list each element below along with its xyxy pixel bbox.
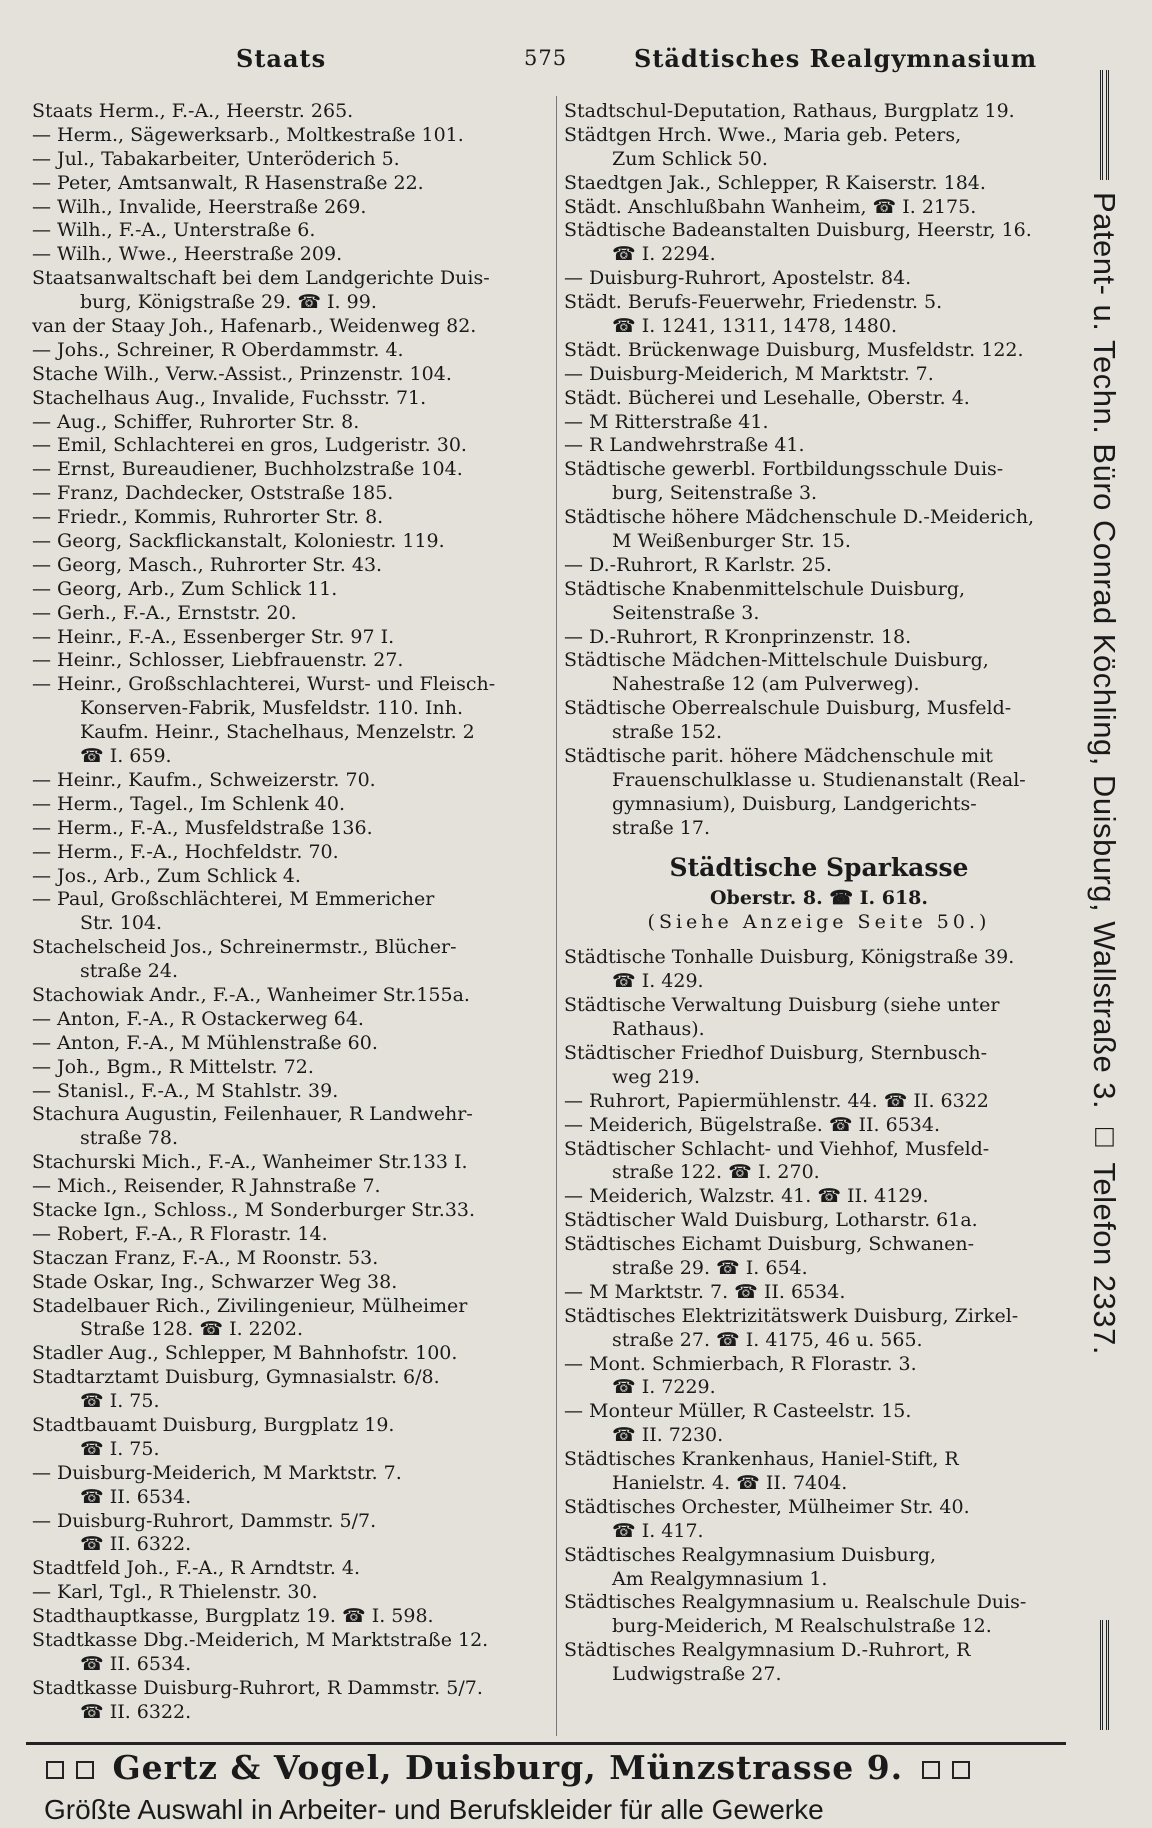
directory-entry-line: Stadthauptkasse, Burgplatz 19. ☎ I. 598.: [32, 1605, 434, 1628]
directory-entry-line: — Wilh., Wwe., Heerstraße 209.: [32, 243, 343, 266]
directory-entry-line: — Jos., Arb., Zum Schlick 4.: [32, 864, 301, 887]
directory-entry-line: — Johs., Schreiner, R Oberdammstr. 4.: [32, 338, 404, 361]
directory-entry-line: — D.-Ruhrort, R Karlstr. 25.: [564, 553, 832, 576]
directory-entry-line: straße 17.: [612, 816, 710, 839]
directory-entry-line: — Ernst, Bureaudiener, Buchholzstraße 104.: [32, 458, 463, 481]
directory-entry-line: ☎ I. 429.: [612, 970, 704, 993]
side-banner: Patent- u. Techn. Büro Conrad Köchling, Duisburg, Wallstraße 3. □ Telefon 2337.: [1087, 192, 1122, 1355]
directory-entry-line: ☎ II. 6534.: [80, 1652, 192, 1675]
directory-entry-line: — Duisburg-Ruhrort, Dammstr. 5/7.: [32, 1509, 377, 1532]
directory-entry-line: — Mont. Schmierbach, R Florastr. 3.: [564, 1352, 917, 1375]
directory-entry-line: burg, Königstraße 29. ☎ I. 99.: [80, 291, 377, 314]
right-column: [564, 100, 1074, 1687]
directory-entry-line: — Paul, Großschlächterei, M Emmericher: [32, 888, 435, 911]
directory-entry-line: Städtische höhere Mädchenschule D.-Meiderich,: [564, 506, 1035, 529]
directory-entry-line: straße 29. ☎ I. 654.: [612, 1256, 808, 1279]
directory-entry-line: ☎ I. 2294.: [612, 243, 716, 266]
directory-entry-line: Staatsanwaltschaft bei dem Landgerichte Duis-: [32, 267, 490, 290]
directory-entry-line: Stachelhaus Aug., Invalide, Fuchsstr. 71.: [32, 386, 427, 409]
directory-entry-line: Stade Oskar, Ing., Schwarzer Weg 38.: [32, 1270, 398, 1293]
section-gap: [564, 934, 1074, 946]
directory-entry-line: Seitenstraße 3.: [612, 601, 760, 624]
directory-entry-line: straße 152.: [612, 721, 723, 744]
directory-entry-line: — Monteur Müller, R Casteelstr. 15.: [564, 1400, 912, 1423]
directory-entry-line: Staats Herm., F.-A., Heerstr. 265.: [32, 100, 354, 122]
directory-entry-line: — Aug., Schiffer, Ruhrorter Str. 8.: [32, 410, 360, 433]
square-ornament-icon: [952, 1761, 970, 1779]
directory-entry-line: — Friedr., Kommis, Ruhrorter Str. 8.: [32, 506, 384, 529]
directory-entry-line: Städtischer Wald Duisburg, Lotharstr. 61a.: [564, 1209, 978, 1232]
directory-entry-line: Städtisches Krankenhaus, Haniel-Stift, R: [564, 1448, 959, 1471]
square-ornament-icon: [46, 1761, 64, 1779]
directory-entry-line: straße 27. ☎ I. 4175, 46 u. 565.: [612, 1328, 923, 1351]
directory-entry-line: ☎ I. 7229.: [612, 1376, 716, 1399]
directory-entry-line: — D.-Ruhrort, R Kronprinzenstr. 18.: [564, 625, 912, 648]
directory-entry-line: Hanielstr. 4. ☎ II. 7404.: [612, 1471, 848, 1494]
directory-entry-line: — Wilh., Invalide, Heerstraße 269.: [32, 195, 367, 218]
directory-entry-line: ☎ II. 6534.: [80, 1485, 192, 1508]
directory-entry-line: Städtisches Eichamt Duisburg, Schwanen-: [564, 1233, 975, 1256]
directory-entry-line: van der Staay Joh., Hafenarb., Weidenweg 82.: [32, 315, 477, 338]
directory-entry-line: Stachowiak Andr., F.-A., Wanheimer Str.155a.: [32, 983, 470, 1006]
left-column: [32, 100, 552, 1725]
side-banner-rule-top: [1100, 70, 1109, 180]
directory-entry-line: — Herm., Tagel., Im Schlenk 40.: [32, 792, 345, 815]
directory-entry-line: Stacke Ign., Schloss., M Sonderburger Str.33.: [32, 1198, 476, 1221]
directory-entry-line: — Meiderich, Walzstr. 41. ☎ II. 4129.: [564, 1185, 929, 1208]
directory-entry-line: Städtische Oberrealschule Duisburg, Musfeld-: [564, 697, 1012, 720]
directory-entry-line: — Karl, Tgl., R Thielenstr. 30.: [32, 1581, 318, 1604]
directory-entry-line: Stadtkasse Duisburg-Ruhrort, R Dammstr. 5/7.: [32, 1676, 483, 1699]
footer-ad-text: Gertz & Vogel, Duisburg, Münzstrasse 9.: [112, 1748, 904, 1787]
directory-entry-line: — Mich., Reisender, R Jahnstraße 7.: [32, 1175, 381, 1198]
directory-entry-line: Städtisches Elektrizitätswerk Duisburg, Zirkel-: [564, 1304, 1019, 1327]
directory-entry-line: Stadelbauer Rich., Zivilingenieur, Mülheimer: [32, 1294, 468, 1317]
square-ornament-icon: [922, 1761, 940, 1779]
directory-entry-line: Städtischer Friedhof Duisburg, Sternbusch-: [564, 1041, 988, 1064]
directory-entry-line: — M Ritterstraße 41.: [564, 410, 769, 433]
directory-entry-line: burg-Meiderich, M Realschulstraße 12.: [612, 1615, 992, 1638]
directory-entry-line: Städtische Tonhalle Duisburg, Königstraße 39.: [564, 946, 1015, 969]
directory-entry-line: ☎ I. 659.: [80, 745, 172, 768]
directory-entry-line: — Joh., Bgm., R Mittelstr. 72.: [32, 1055, 314, 1078]
directory-entry-line: — Robert, F.-A., R Florastr. 14.: [32, 1222, 328, 1245]
directory-entry-line: — Wilh., F.-A., Unterstraße 6.: [32, 219, 316, 242]
directory-entry-line: Staczan Franz, F.-A., M Roonstr. 53.: [32, 1246, 379, 1269]
directory-entry-line: — Duisburg-Ruhrort, Apostelstr. 84.: [564, 267, 912, 290]
directory-entry-line: — R Landwehrstraße 41.: [564, 434, 805, 457]
sparkasse-note: (Siehe Anzeige Seite 50.): [647, 910, 991, 933]
directory-entry-line: — Anton, F.-A., R Ostackerweg 64.: [32, 1007, 364, 1030]
directory-entry-line: ☎ II. 7230.: [612, 1424, 724, 1447]
header-left: Staats: [236, 44, 327, 73]
directory-entry-line: Staedtgen Jak., Schlepper, R Kaiserstr. 184.: [564, 171, 986, 194]
side-banner-rule-bottom: [1100, 1620, 1109, 1730]
directory-entry-line: Stadtfeld Joh., F.-A., R Arndtstr. 4.: [32, 1557, 361, 1580]
directory-entry-line: Stadler Aug., Schlepper, M Bahnhofstr. 100.: [32, 1342, 458, 1365]
directory-entry-line: Städtische Knabenmittelschule Duisburg,: [564, 577, 966, 600]
directory-entry-line: — Herm., F.-A., Musfeldstraße 136.: [32, 816, 373, 839]
page-number: 575: [524, 46, 568, 70]
directory-entry-line: Städtische Verwaltung Duisburg (siehe unter: [564, 994, 1000, 1017]
directory-entry-line: Städtische Badeanstalten Duisburg, Heerstr, 16.: [564, 219, 1032, 242]
directory-entry-line: — Herm., F.-A., Hochfeldstr. 70.: [32, 840, 339, 863]
footer-tagline: Größte Auswahl in Arbeiter- und Berufskleider für alle Gewerke: [44, 1794, 824, 1825]
directory-entry-line: Stache Wilh., Verw.-Assist., Prinzenstr. 104.: [32, 362, 452, 385]
footer-rule: [26, 1742, 1066, 1745]
directory-entry-line: ☎ I. 75.: [80, 1390, 160, 1413]
directory-entry-line: — Peter, Amtsanwalt, R Hasenstraße 22.: [32, 171, 424, 194]
directory-entry-line: weg 219.: [612, 1065, 701, 1088]
directory-entry-line: — Georg, Masch., Ruhrorter Str. 43.: [32, 553, 383, 576]
directory-entry-line: Städt. Brückenwage Duisburg, Musfeldstr. 122.: [564, 338, 1024, 361]
directory-entry-line: Städt. Berufs-Feuerwehr, Friedenstr. 5.: [564, 291, 943, 314]
directory-entry-line: Rathaus).: [612, 1018, 705, 1041]
directory-entry-line: Am Realgymnasium 1.: [612, 1567, 828, 1590]
directory-entry-line: — Gerh., F.-A., Ernststr. 20.: [32, 601, 297, 624]
directory-entry-line: — Jul., Tabakarbeiter, Unteröderich 5.: [32, 147, 400, 170]
directory-entry-line: Zum Schlick 50.: [612, 147, 768, 170]
directory-entry-line: ☎ I. 75.: [80, 1437, 160, 1460]
directory-entry-line: — Georg, Sackflickanstalt, Koloniestr. 119.: [32, 530, 445, 553]
directory-entry-line: Städtisches Realgymnasium Duisburg,: [564, 1543, 937, 1566]
directory-entry-line: Stadtkasse Dbg.-Meiderich, M Marktstraße 12.: [32, 1629, 489, 1651]
directory-entry-line: Städtisches Realgymnasium u. Realschule Duis-: [564, 1591, 1027, 1614]
directory-entry-line: — Stanisl., F.-A., M Stahlstr. 39.: [32, 1079, 339, 1102]
sparkasse-address: Oberstr. 8. ☎ I. 618.: [709, 886, 929, 909]
directory-entry-line: Frauenschulklasse u. Studienanstalt (Real-: [612, 768, 1026, 791]
directory-entry-line: — Heinr., Schlosser, Liebfrauenstr. 27.: [32, 649, 404, 672]
directory-entry-line: Ludwigstraße 27.: [612, 1663, 782, 1686]
directory-entry-line: straße 78.: [80, 1127, 178, 1150]
directory-entry-line: Stadtschul-Deputation, Rathaus, Burgplatz 19.: [564, 100, 1015, 122]
directory-entry-line: Nahestraße 12 (am Pulverweg).: [612, 673, 920, 696]
right-column-entries-2: [564, 946, 1074, 1687]
directory-entry-line: straße 122. ☎ I. 270.: [612, 1161, 820, 1184]
directory-entry-line: Konserven-Fabrik, Musfeldstr. 110. Inh.: [80, 697, 463, 720]
directory-entry-line: — M Marktstr. 7. ☎ II. 6534.: [564, 1280, 846, 1303]
directory-entry-line: — Heinr., F.-A., Essenberger Str. 97 I.: [32, 625, 395, 648]
directory-entry-line: — Emil, Schlachterei en gros, Ludgeristr. 30.: [32, 434, 467, 457]
directory-entry-line: ☎ I. 417.: [612, 1519, 704, 1542]
directory-entry-line: Städtische parit. höhere Mädchenschule mit: [564, 745, 993, 768]
directory-entry-line: M Weißenburger Str. 15.: [612, 530, 851, 553]
right-column-entries: [564, 100, 1074, 841]
directory-entry-line: gymnasium), Duisburg, Landgerichts-: [612, 792, 977, 815]
directory-entry-line: Stadtarztamt Duisburg, Gymnasialstr. 6/8.: [32, 1366, 440, 1389]
directory-entry-line: Straße 128. ☎ I. 2202.: [80, 1318, 304, 1341]
footer-advertisement: [40, 1748, 1070, 1787]
directory-entry-line: Städtisches Orchester, Mülheimer Str. 40.: [564, 1495, 970, 1518]
directory-entry-line: Städtische Mädchen-Mittelschule Duisburg,: [564, 649, 989, 672]
directory-entry-line: Städtgen Hrch. Wwe., Maria geb. Peters,: [564, 123, 962, 146]
directory-entry-line: — Duisburg-Meiderich, M Marktstr. 7.: [32, 1461, 402, 1484]
directory-entry-line: — Ruhrort, Papiermühlenstr. 44. ☎ II. 6322: [564, 1089, 989, 1112]
directory-entry-line: Städt. Bücherei und Lesehalle, Oberstr. 4.: [564, 386, 970, 409]
directory-entry-line: — Anton, F.-A., M Mühlenstraße 60.: [32, 1031, 378, 1054]
directory-entry-line: Kaufm. Heinr., Stachelhaus, Menzelstr. 2: [80, 721, 475, 744]
directory-entry-line: Stachelscheid Jos., Schreinermstr., Blücher-: [32, 936, 457, 959]
directory-entry-line: — Duisburg-Meiderich, M Marktstr. 7.: [564, 362, 934, 385]
header-right: Städtisches Realgymnasium: [634, 44, 1038, 73]
directory-entry-line: ☎ II. 6322.: [80, 1700, 192, 1723]
directory-entry-line: — Heinr., Kaufm., Schweizerstr. 70.: [32, 768, 376, 791]
directory-entry-line: Städt. Anschlußbahn Wanheim, ☎ I. 2175.: [564, 195, 977, 218]
directory-entry-line: Stachura Augustin, Feilenhauer, R Landwehr-: [32, 1103, 473, 1126]
directory-entry-line: Stadtbauamt Duisburg, Burgplatz 19.: [32, 1413, 395, 1436]
directory-entry-line: straße 24.: [80, 960, 178, 983]
directory-entry-line: Städtisches Realgymnasium D.-Ruhrort, R: [564, 1639, 971, 1662]
directory-entry-line: — Heinr., Großschlachterei, Wurst- und Fleisch-: [32, 673, 496, 696]
directory-entry-line: Städtische gewerbl. Fortbildungsschule Duis-: [564, 458, 1004, 481]
directory-entry-line: Städtischer Schlacht- und Viehhof, Musfeld-: [564, 1137, 990, 1160]
directory-entry-line: — Georg, Arb., Zum Schlick 11.: [32, 577, 338, 600]
directory-entry-line: — Franz, Dachdecker, Oststraße 185.: [32, 482, 394, 505]
directory-entry-line: — Herm., Sägewerksarb., Moltkestraße 101.: [32, 123, 464, 146]
square-ornament-icon: [76, 1761, 94, 1779]
directory-entry-line: burg, Seitenstraße 3.: [612, 482, 818, 505]
directory-entry-line: — Meiderich, Bügelstraße. ☎ II. 6534.: [564, 1113, 941, 1136]
sparkasse-title: Städtische Sparkasse: [669, 852, 969, 882]
directory-entry-line: Str. 104.: [80, 912, 163, 935]
directory-entry-line: ☎ II. 6322.: [80, 1533, 192, 1556]
directory-entry-line: ☎ I. 1241, 1311, 1478, 1480.: [612, 315, 897, 338]
directory-entry-line: Stachurski Mich., F.-A., Wanheimer Str.133 I.: [32, 1151, 468, 1174]
column-divider: [556, 96, 557, 1736]
